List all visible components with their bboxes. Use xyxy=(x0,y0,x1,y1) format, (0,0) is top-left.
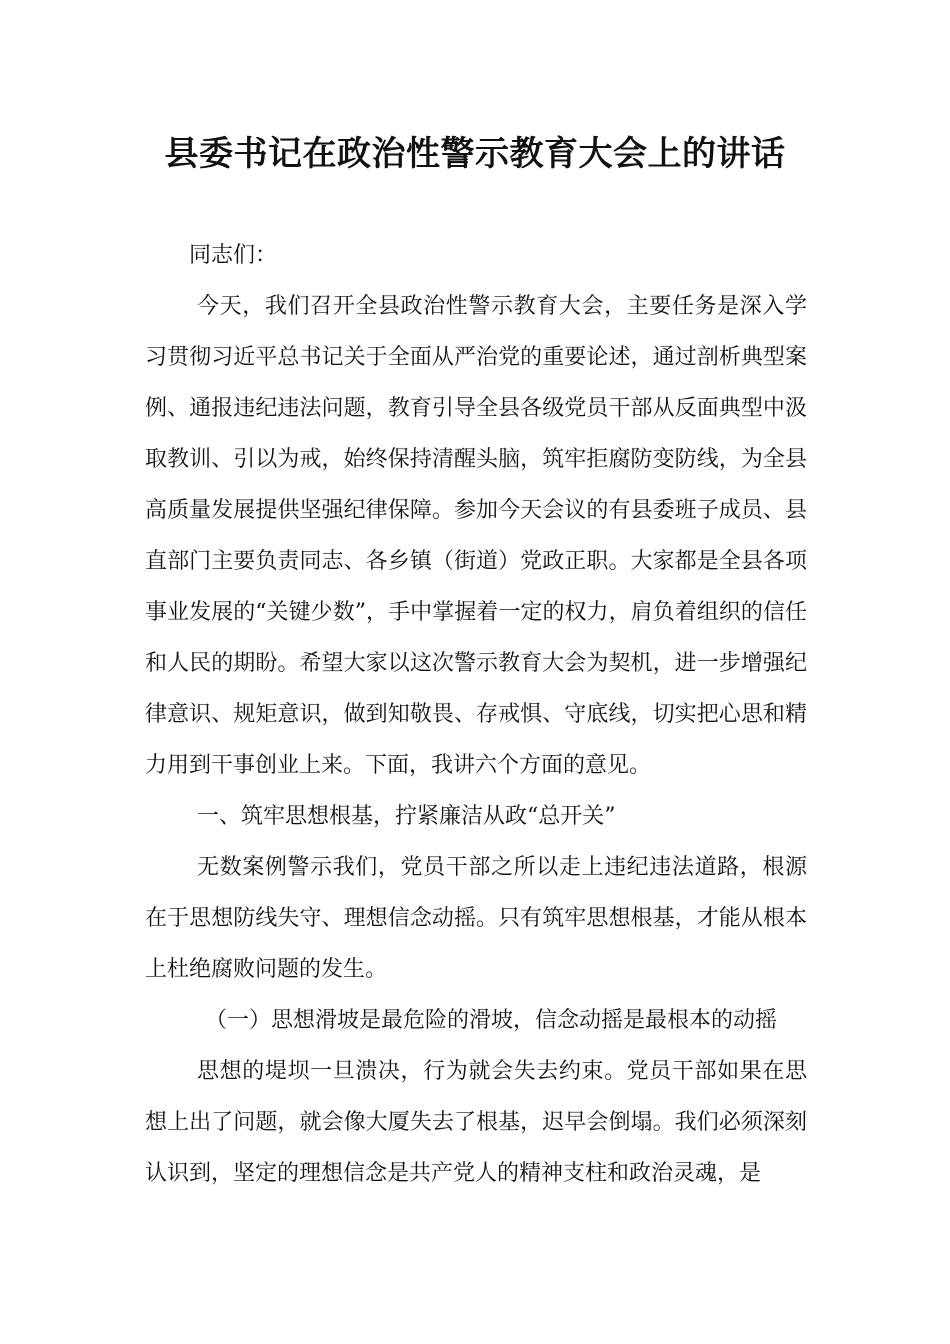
opening-paragraph: 今天，我们召开全县政治性警示教育大会，主要任务是深入学习贯彻习近平总书记关于全面从严治党的重要论述，通过剖析典型案例、通报违纪违法问题，教育引导全县各级党员干部从反面典型中汲取教训、引以为戒，始终保持清醒头脑，筑牢拒腐防变防线，为全县高质量发展提供坚强纪律保障。参加今天会议的有县委班子成员、县直部门主要负责同志、各乡镇（街道）党政正职。大家都是全县各项事业发展的“关键少数”，手中掌握着一定的权力，肩负着组织的信任和人民的期盼。希望大家以这次警示教育大会为契机，进一步增强纪律意识、规矩意识，做到知敬畏、存戒惧、守底线，切实把心思和精力用到干事创业上来。下面，我讲六个方面的意见。 xyxy=(145,294,807,778)
section-heading-1: 一、筑牢思想根基，拧紧廉洁从政“总开关” xyxy=(197,804,616,829)
salutation: 同志们： xyxy=(189,243,278,268)
document-body xyxy=(145,230,807,1199)
document-title: 县委书记在政治性警示教育大会上的讲话 xyxy=(164,134,786,174)
subsection-heading-1: （一）思想滑坡是最危险的滑坡，信念动摇是最根本的动摇 xyxy=(205,1008,778,1033)
section-paragraph-1: 无数案例警示我们，党员干部之所以走上违纪违法道路，根源在于思想防线失守、理想信念动摇。只有筑牢思想根基，才能从根本上杜绝腐败问题的发生。 xyxy=(145,855,807,982)
subsection-paragraph-1: 思想的堤坝一旦溃决，行为就会失去约束。党员干部如果在思想上出了问题，就会像大厦失去了根基，迟早会倒塌。我们必须深刻认识到，坚定的理想信念是共产党人的精神支柱和政治灵魂，是 xyxy=(145,1059,807,1186)
